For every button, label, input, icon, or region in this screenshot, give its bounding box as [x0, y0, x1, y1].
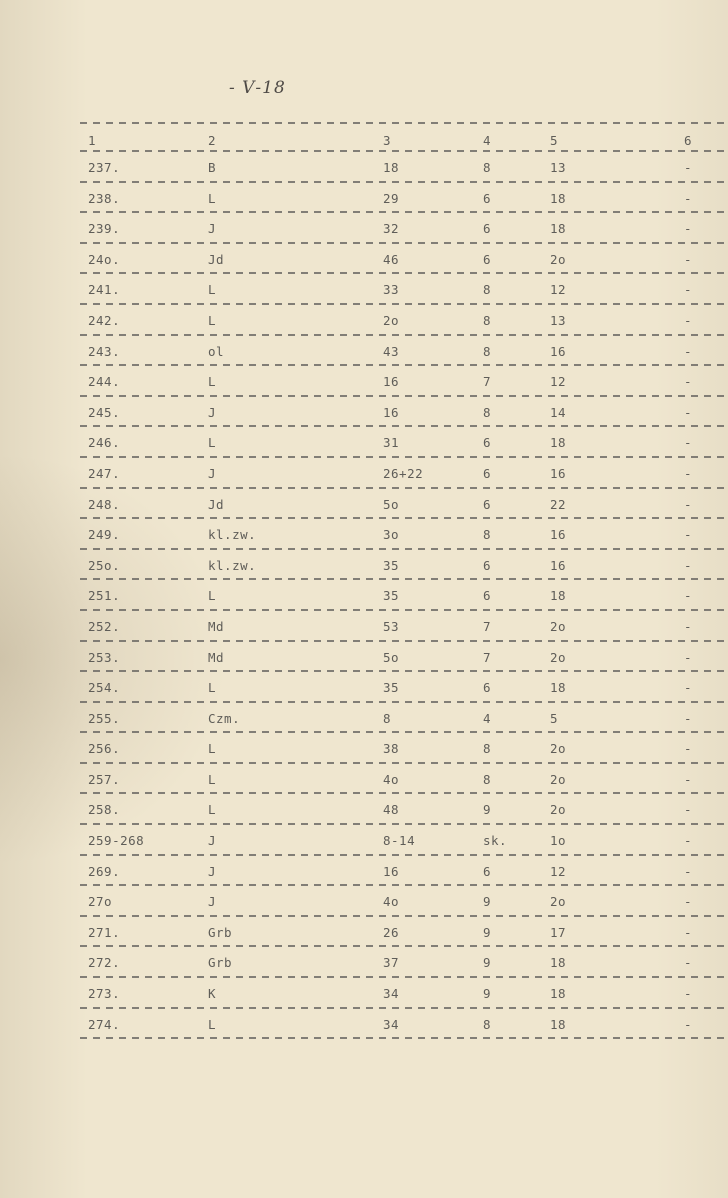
table-cell-col-4: 8 [483, 771, 492, 787]
table-cell-col-3: 4o [383, 894, 400, 910]
table-cell-col-3: 16 [383, 863, 400, 879]
table-cell-col-3: 4o [383, 771, 400, 787]
table-cell-col-4: 9 [483, 986, 492, 1002]
table-cell-col-3: 38 [383, 741, 400, 757]
table-cell-col-5: 1o [550, 833, 567, 849]
table-cell-col-2: Jd [208, 496, 225, 512]
table-cell-col-2: Md [208, 618, 225, 634]
table-cell-col-6: - [684, 1016, 693, 1032]
table-cell-col-5: 16 [550, 343, 567, 359]
row-divider [80, 1037, 728, 1039]
table-cell-col-1: 244. [88, 374, 121, 390]
table-row [80, 642, 728, 673]
table-cell-col-3: 35 [383, 557, 400, 573]
table-row [80, 427, 728, 458]
table-cell-col-5: 12 [550, 863, 567, 879]
table-row [80, 458, 728, 489]
table-cell-col-3: 31 [383, 435, 400, 451]
table-cell-col-6: - [684, 986, 693, 1002]
table-cell-col-1: 25o. [88, 557, 121, 573]
table-cell-col-3: 16 [383, 374, 400, 390]
table-cell-col-2: L [208, 802, 217, 818]
table-cell-col-6: - [684, 527, 693, 543]
table-cell-col-3: 2o [383, 312, 400, 328]
table-cell-col-5: 14 [550, 404, 567, 420]
table-cell-col-3: 35 [383, 680, 400, 696]
table-row [80, 764, 728, 795]
table-cell-col-5: 18 [550, 986, 567, 1002]
table-cell-col-2: L [208, 741, 217, 757]
table-row [80, 947, 728, 978]
table-cell-col-1: 269. [88, 863, 121, 879]
table-cell-col-4: 8 [483, 1016, 492, 1032]
table-cell-col-2: L [208, 588, 217, 604]
table-row [80, 519, 728, 550]
table-cell-col-2: L [208, 680, 217, 696]
table-cell-col-4: 8 [483, 343, 492, 359]
table-cell-col-3: 18 [383, 160, 400, 175]
table-cell-col-5: 18 [550, 680, 567, 696]
table-cell-col-1: 24o. [88, 251, 121, 267]
column-header-4: 4 [483, 133, 492, 148]
table-cell-col-2: L [208, 374, 217, 390]
table-cell-col-6: - [684, 924, 693, 940]
table-cell-col-1: 254. [88, 680, 121, 696]
table-cell-col-1: 255. [88, 710, 121, 726]
table-cell-col-5: 18 [550, 955, 567, 971]
table-row [80, 183, 728, 214]
table-cell-col-3: 32 [383, 221, 400, 237]
table-cell-col-1: 249. [88, 527, 121, 543]
table-cell-col-5: 2o [550, 802, 567, 818]
table-cell-col-1: 27o [88, 894, 113, 910]
table-row [80, 703, 728, 734]
table-cell-col-6: - [684, 221, 693, 237]
table-header-row [80, 124, 728, 152]
table-cell-col-5: 2o [550, 618, 567, 634]
table-row [80, 244, 728, 275]
table-cell-col-4: 6 [483, 863, 492, 879]
table-cell-col-4: 8 [483, 160, 492, 175]
table-row [80, 550, 728, 581]
table-cell-col-4: 8 [483, 527, 492, 543]
table-cell-col-2: Md [208, 649, 225, 665]
table-body [80, 152, 728, 1039]
table-cell-col-5: 18 [550, 435, 567, 451]
table-cell-col-5: 12 [550, 282, 567, 298]
table-cell-col-3: 8-14 [383, 833, 416, 849]
table-cell-col-1: 245. [88, 404, 121, 420]
table-cell-col-4: 9 [483, 802, 492, 818]
table-cell-col-3: 26 [383, 924, 400, 940]
table-cell-col-2: Czm. [208, 710, 241, 726]
table-cell-col-6: - [684, 741, 693, 757]
table-cell-col-1: 256. [88, 741, 121, 757]
table-cell-col-1: 239. [88, 221, 121, 237]
table-cell-col-3: 8 [383, 710, 392, 726]
table-cell-col-2: kl.zw. [208, 557, 257, 573]
table-cell-col-3: 35 [383, 588, 400, 604]
table-cell-col-4: 6 [483, 496, 492, 512]
table-cell-col-1: 247. [88, 465, 121, 481]
column-header-2: 2 [208, 133, 217, 148]
column-header-6: 6 [684, 133, 693, 148]
table-cell-col-4: 9 [483, 894, 492, 910]
table-cell-col-5: 2o [550, 649, 567, 665]
table-cell-col-5: 18 [550, 190, 567, 206]
table-cell-col-3: 3o [383, 527, 400, 543]
table-cell-col-5: 22 [550, 496, 567, 512]
table-cell-col-4: 6 [483, 435, 492, 451]
table-cell-col-5: 2o [550, 251, 567, 267]
table-cell-col-5: 18 [550, 1016, 567, 1032]
table-cell-col-2: ol [208, 343, 225, 359]
table-cell-col-2: B [208, 160, 217, 175]
table-cell-col-2: J [208, 221, 217, 237]
table-row [80, 580, 728, 611]
table-row [80, 886, 728, 917]
table-cell-col-3: 5o [383, 496, 400, 512]
table-cell-col-4: 6 [483, 557, 492, 573]
table-cell-col-3: 53 [383, 618, 400, 634]
table-cell-col-2: J [208, 863, 217, 879]
table-cell-col-1: 273. [88, 986, 121, 1002]
table-cell-col-6: - [684, 618, 693, 634]
table-row [80, 274, 728, 305]
table-cell-col-4: 6 [483, 465, 492, 481]
table-cell-col-3: 46 [383, 251, 400, 267]
table-cell-col-1: 271. [88, 924, 121, 940]
table-cell-col-3: 26+22 [383, 465, 424, 481]
table-cell-col-6: - [684, 894, 693, 910]
table-cell-col-4: 6 [483, 190, 492, 206]
table-cell-col-6: - [684, 465, 693, 481]
table-cell-col-1: 237. [88, 160, 121, 175]
table-cell-col-6: - [684, 496, 693, 512]
table-cell-col-2: L [208, 1016, 217, 1032]
table-cell-col-6: - [684, 833, 693, 849]
table-row [80, 672, 728, 703]
table-cell-col-3: 33 [383, 282, 400, 298]
data-table [80, 122, 728, 1039]
table-cell-col-2: Grb [208, 924, 233, 940]
table-cell-col-6: - [684, 404, 693, 420]
table-cell-col-1: 251. [88, 588, 121, 604]
table-cell-col-5: 18 [550, 588, 567, 604]
table-cell-col-4: 6 [483, 680, 492, 696]
table-cell-col-2: kl.zw. [208, 527, 257, 543]
table-row [80, 825, 728, 856]
table-cell-col-6: - [684, 802, 693, 818]
table-cell-col-1: 252. [88, 618, 121, 634]
table-cell-col-3: 34 [383, 1016, 400, 1032]
table-row [80, 978, 728, 1009]
table-cell-col-1: 238. [88, 190, 121, 206]
table-cell-col-4: 7 [483, 649, 492, 665]
table-cell-col-2: J [208, 894, 217, 910]
table-cell-col-6: - [684, 312, 693, 328]
table-cell-col-3: 29 [383, 190, 400, 206]
table-cell-col-1: 243. [88, 343, 121, 359]
table-cell-col-4: 6 [483, 221, 492, 237]
table-cell-col-5: 18 [550, 221, 567, 237]
table-cell-col-6: - [684, 251, 693, 267]
table-cell-col-2: L [208, 312, 217, 328]
table-cell-col-5: 12 [550, 374, 567, 390]
table-cell-col-1: 246. [88, 435, 121, 451]
table-row [80, 397, 728, 428]
table-cell-col-5: 2o [550, 894, 567, 910]
table-cell-col-5: 2o [550, 771, 567, 787]
table-cell-col-4: 8 [483, 312, 492, 328]
table-cell-col-6: - [684, 710, 693, 726]
table-cell-col-1: 248. [88, 496, 121, 512]
table-cell-col-2: J [208, 404, 217, 420]
table-cell-col-1: 258. [88, 802, 121, 818]
table-cell-col-4: sk. [483, 833, 508, 849]
table-cell-col-4: 8 [483, 282, 492, 298]
table-cell-col-3: 43 [383, 343, 400, 359]
column-header-1: 1 [88, 133, 97, 148]
column-header-5: 5 [550, 133, 559, 148]
table-cell-col-6: - [684, 649, 693, 665]
table-row [80, 733, 728, 764]
table-cell-col-6: - [684, 343, 693, 359]
table-cell-col-3: 5o [383, 649, 400, 665]
table-cell-col-6: - [684, 374, 693, 390]
table-cell-col-5: 5 [550, 710, 559, 726]
table-cell-col-2: J [208, 465, 217, 481]
table-cell-col-3: 16 [383, 404, 400, 420]
table-cell-col-4: 8 [483, 741, 492, 757]
table-cell-col-5: 2o [550, 741, 567, 757]
table-cell-col-2: L [208, 435, 217, 451]
table-cell-col-2: K [208, 986, 217, 1002]
table-cell-col-1: 274. [88, 1016, 121, 1032]
table-cell-col-2: L [208, 282, 217, 298]
table-cell-col-5: 13 [550, 160, 567, 175]
table-cell-col-6: - [684, 955, 693, 971]
table-cell-col-4: 6 [483, 251, 492, 267]
table-cell-col-3: 48 [383, 802, 400, 818]
table-cell-col-2: Jd [208, 251, 225, 267]
table-cell-col-6: - [684, 771, 693, 787]
table-cell-col-6: - [684, 160, 693, 175]
table-cell-col-2: Grb [208, 955, 233, 971]
table-cell-col-1: 253. [88, 649, 121, 665]
table-cell-col-4: 7 [483, 618, 492, 634]
page-number: - Ⅴ-18 [229, 78, 286, 98]
table-cell-col-1: 257. [88, 771, 121, 787]
table-cell-col-5: 16 [550, 465, 567, 481]
table-cell-col-3: 34 [383, 986, 400, 1002]
table-cell-col-1: 259-268 [88, 833, 145, 849]
table-cell-col-4: 4 [483, 710, 492, 726]
table-cell-col-6: - [684, 435, 693, 451]
table-cell-col-6: - [684, 680, 693, 696]
table-cell-col-5: 13 [550, 312, 567, 328]
table-cell-col-5: 17 [550, 924, 567, 940]
table-row [80, 917, 728, 948]
table-cell-col-4: 7 [483, 374, 492, 390]
table-row [80, 305, 728, 336]
table-cell-col-2: L [208, 190, 217, 206]
table-row [80, 152, 728, 183]
table-cell-col-1: 272. [88, 955, 121, 971]
table-row [80, 611, 728, 642]
table-cell-col-3: 37 [383, 955, 400, 971]
table-cell-col-2: L [208, 771, 217, 787]
table-cell-col-5: 16 [550, 557, 567, 573]
table-row [80, 213, 728, 244]
table-cell-col-4: 8 [483, 404, 492, 420]
table-cell-col-4: 6 [483, 588, 492, 604]
table-cell-col-6: - [684, 863, 693, 879]
table-row [80, 1009, 728, 1040]
table-row [80, 336, 728, 367]
table-cell-col-5: 16 [550, 527, 567, 543]
table-cell-col-4: 9 [483, 924, 492, 940]
table-cell-col-1: 242. [88, 312, 121, 328]
table-row [80, 489, 728, 520]
table-row [80, 856, 728, 887]
table-cell-col-4: 9 [483, 955, 492, 971]
table-cell-col-2: J [208, 833, 217, 849]
table-row [80, 794, 728, 825]
table-cell-col-6: - [684, 282, 693, 298]
table-cell-col-6: - [684, 190, 693, 206]
table-row [80, 366, 728, 397]
table-cell-col-6: - [684, 557, 693, 573]
column-header-3: 3 [383, 133, 392, 148]
table-cell-col-6: - [684, 588, 693, 604]
table-cell-col-1: 241. [88, 282, 121, 298]
